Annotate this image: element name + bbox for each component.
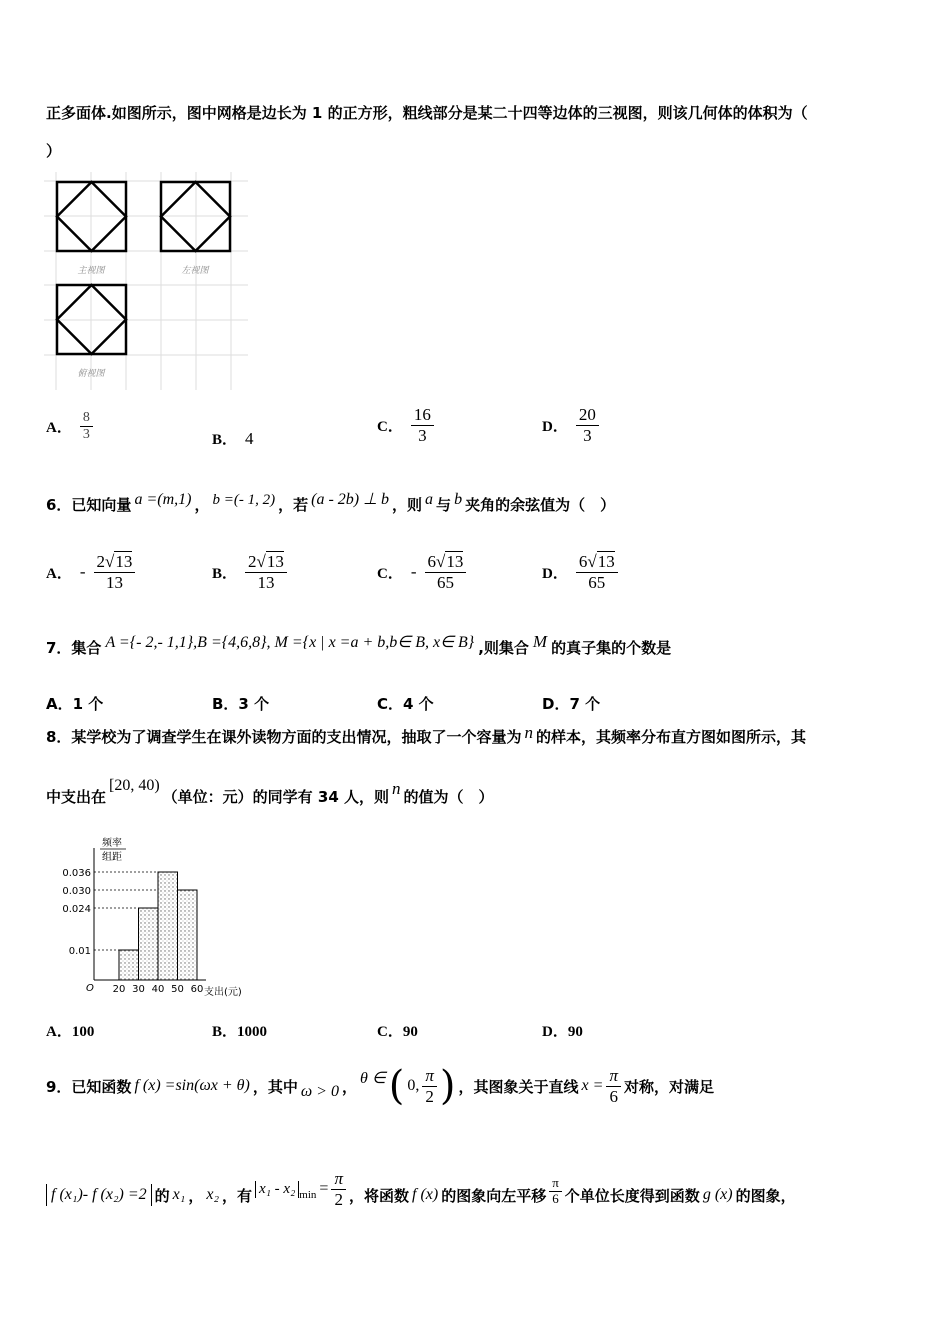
q9-stem-line1 [46, 1058, 714, 1114]
option-label: C． [377, 418, 403, 435]
numerator: 16 [411, 405, 434, 426]
y-tick-label: 0.036 [62, 868, 91, 879]
q9-x2: x₂ [206, 1186, 220, 1203]
bar-50-60 [178, 890, 198, 980]
q8-interval: [20, 40) [109, 777, 160, 794]
denominator: 65 [588, 572, 606, 592]
q9-x-equals: x = [581, 1077, 604, 1094]
y-tick-labels [62, 868, 91, 957]
q9-function: f (x) =sin(ωx + θ) [134, 1077, 250, 1094]
x-tick-label: 50 [171, 984, 184, 995]
x-tick-label: 60 [190, 984, 204, 995]
denominator: 6 [552, 1190, 559, 1206]
fraction-pi-over-2b [331, 1169, 346, 1209]
q7-option-d[interactable]: D．7 个 [542, 695, 601, 713]
left-paren: ( [388, 1063, 405, 1109]
numerator: 6√13 [425, 552, 467, 573]
fraction [425, 552, 467, 592]
numerator: π [549, 1176, 562, 1192]
fraction-pi-over-6b [549, 1176, 562, 1207]
numerator: π [331, 1169, 346, 1190]
denominator: 2 [334, 1189, 343, 1209]
q6-vector-a: a =(m,1) [134, 491, 192, 508]
right-paren: ) [439, 1063, 456, 1109]
numerator: π [606, 1066, 621, 1087]
fraction [80, 410, 93, 443]
q9-gx: g (x) [702, 1186, 733, 1203]
q6-option-b[interactable] [212, 552, 287, 592]
q7-prefix: 7．集合 [46, 639, 102, 657]
bar-40-50 [158, 872, 178, 980]
numerator: 2√13 [94, 552, 136, 573]
q6-text-ze: ，则 [392, 496, 423, 514]
q9-prefix: 9．已知函数 [46, 1077, 132, 1096]
q6-option-d[interactable] [542, 552, 618, 592]
option-label: B． [212, 565, 238, 582]
q6-symbol-a: a [425, 491, 434, 508]
fraction [411, 405, 434, 445]
minus-sign: - [79, 562, 86, 582]
denominator: 13 [105, 572, 123, 592]
top-view-label: 俯视图 [77, 369, 105, 379]
q8-option-d[interactable]: D．90 [542, 1024, 583, 1040]
q9-theta-in: θ ∈ [359, 1070, 386, 1087]
q7-option-c[interactable]: C．4 个 [377, 695, 434, 713]
coefficient: 6 [578, 552, 588, 571]
fraction-pi-over-2 [422, 1066, 437, 1106]
bar-20-30 [119, 950, 139, 980]
q8-option-a[interactable]: A．100 [46, 1024, 95, 1040]
q9-stem-line2 [46, 1168, 796, 1222]
x-tick-labels [113, 984, 204, 995]
numerator: 8 [80, 410, 93, 427]
option-label: B． [212, 432, 238, 448]
radicand: 13 [597, 552, 615, 571]
q8-line1-prefix: 8．某学校为了调查学生在课外读物方面的支出情况，抽取了一个容量为 [46, 728, 522, 746]
q5-text-line1: 正多面体.如图所示，图中网格是边长为 1 的正方形，粗线部分是某二十四等边体的三视图，则该几何体的体积为（ [46, 104, 808, 122]
q8-line2-prefix: 中支出在 [46, 788, 107, 806]
coefficient: 2 [96, 552, 106, 571]
q6-separator: ， [194, 496, 210, 514]
q9-omega: ω > 0 [300, 1083, 339, 1100]
option-label: A． [46, 420, 72, 437]
q7-text-mid: ,则集合 [478, 639, 529, 657]
q8-symbol-n-2: n [392, 779, 401, 798]
q7-option-a[interactable]: A．1 个 [46, 695, 104, 713]
q9-abs-condition: f (x₁)- f (x₂) =2 [46, 1184, 152, 1206]
q6-option-a[interactable] [46, 552, 135, 592]
origin-label: O [86, 983, 94, 994]
q6-vector-b: b =(- 1, 2) [212, 492, 276, 508]
q9-min-diff [255, 1180, 317, 1201]
q6-text-yu: 与 [436, 496, 452, 514]
q5-option-b[interactable] [212, 428, 254, 449]
denominator: 2 [425, 1086, 434, 1106]
q9-sep: ， [188, 1186, 204, 1205]
coefficient: 6 [427, 552, 437, 571]
xlabel: 支出(元) [204, 987, 242, 998]
q6-prefix: 6．已知向量 [46, 496, 132, 514]
q8-line2-suffix: 的值为（ ） [403, 788, 494, 806]
denominator: 3 [82, 427, 90, 443]
fraction [245, 552, 287, 592]
q9-equals: = [319, 1180, 329, 1197]
denominator: 3 [583, 425, 592, 445]
q6-suffix: 夹角的余弦值为（ ） [465, 496, 616, 514]
fraction [576, 405, 599, 445]
q9-text-qizhong: ，其中 [252, 1077, 298, 1096]
option-label: D． [542, 418, 568, 435]
q7-symbol-m: M [532, 632, 548, 651]
radicand: 13 [266, 552, 284, 571]
ylabel-bottom: 组距 [102, 852, 122, 863]
q9-text-shift: 的图象向左平移 [441, 1186, 547, 1205]
q9-text-de: 的 [154, 1186, 170, 1205]
x-tick-label: 20 [112, 984, 126, 995]
q9-fx: f (x) [412, 1186, 439, 1203]
q6-symbol-b: b [454, 491, 463, 508]
q9-suffix: 对称，对满足 [623, 1077, 714, 1096]
denominator: 65 [436, 572, 454, 592]
q6-stem [46, 491, 616, 515]
option-label: C． [377, 565, 403, 582]
q9-text-you: ，有 [222, 1186, 253, 1205]
radicand: 13 [446, 552, 464, 571]
q9-text-jiang: ，将函数 [348, 1186, 409, 1205]
fraction-pi-over-6 [606, 1066, 621, 1106]
q9-min-subscript: min [299, 1188, 317, 1201]
option-label: D． [542, 565, 568, 582]
denominator: 6 [609, 1086, 618, 1106]
bar-30-40 [139, 908, 159, 980]
q9-text-units: 个单位长度得到函数 [564, 1186, 700, 1205]
q9-diff: x₁ - x₂ [255, 1181, 299, 1198]
coefficient: 2 [248, 552, 257, 571]
numerator: π [422, 1066, 437, 1087]
q8-line1-suffix: 的样本，其频率分布直方图如图所示，其 [535, 728, 806, 746]
q8-stem-line2 [46, 777, 494, 807]
q8-line2-mid: （单位：元）的同学有 34 人，则 [162, 788, 389, 806]
numerator: 20 [576, 405, 599, 426]
q8-stem-line1 [46, 723, 806, 747]
minus-sign: - [410, 562, 417, 582]
numerator: 2√13 [245, 552, 287, 573]
radicand: 13 [115, 552, 133, 571]
q9-line2-suffix: 的图象， [735, 1186, 796, 1205]
q5-three-view-figure [44, 172, 248, 390]
y-tick-label: 0.024 [62, 904, 91, 915]
q9-x1: x₁ [172, 1186, 186, 1203]
front-view-label: 主视图 [77, 266, 105, 276]
q8-symbol-n: n [524, 723, 533, 742]
q6-condition: (a - 2b) ⊥ b [311, 491, 390, 508]
y-tick-label: 0.01 [68, 946, 91, 957]
numerator: 6√13 [576, 552, 618, 573]
frequency-histogram [56, 834, 268, 1002]
q6-option-c[interactable] [377, 552, 466, 592]
q5-option-a[interactable] [46, 410, 93, 443]
denominator: 13 [257, 572, 275, 592]
q9-interval-zero: 0, [407, 1077, 420, 1094]
q7-stem [46, 632, 672, 658]
q5-option-d[interactable] [542, 405, 599, 445]
denominator: 3 [418, 425, 427, 445]
q5-text-line2: ） [46, 142, 62, 160]
x-tick-label: 40 [151, 984, 165, 995]
q7-option-b[interactable]: B．3 个 [212, 695, 270, 713]
side-view-label: 左视图 [181, 266, 209, 276]
q9-text-line: ，其图象关于直线 [458, 1077, 579, 1096]
x-tick-label: 30 [132, 984, 145, 995]
q8-option-c[interactable]: C．90 [377, 1024, 418, 1040]
fraction [576, 552, 618, 592]
q9-comma: ， [341, 1077, 357, 1096]
option-value: 4 [245, 428, 254, 448]
histogram-bars [119, 872, 197, 980]
q7-suffix: 的真子集的个数是 [551, 639, 672, 657]
option-label: A． [46, 565, 72, 582]
ylabel-top: 频率 [102, 838, 122, 849]
q6-text-ruo: ，若 [278, 496, 309, 514]
q7-sets: A ={- 2,- 1,1},B ={4,6,8}, M ={x | x =a + b,b∈ B, x∈ B} [105, 634, 475, 651]
fraction [94, 552, 136, 592]
q5-option-c[interactable] [377, 405, 434, 445]
y-tick-label: 0.030 [62, 886, 91, 897]
q8-option-b[interactable]: B．1000 [212, 1024, 268, 1040]
